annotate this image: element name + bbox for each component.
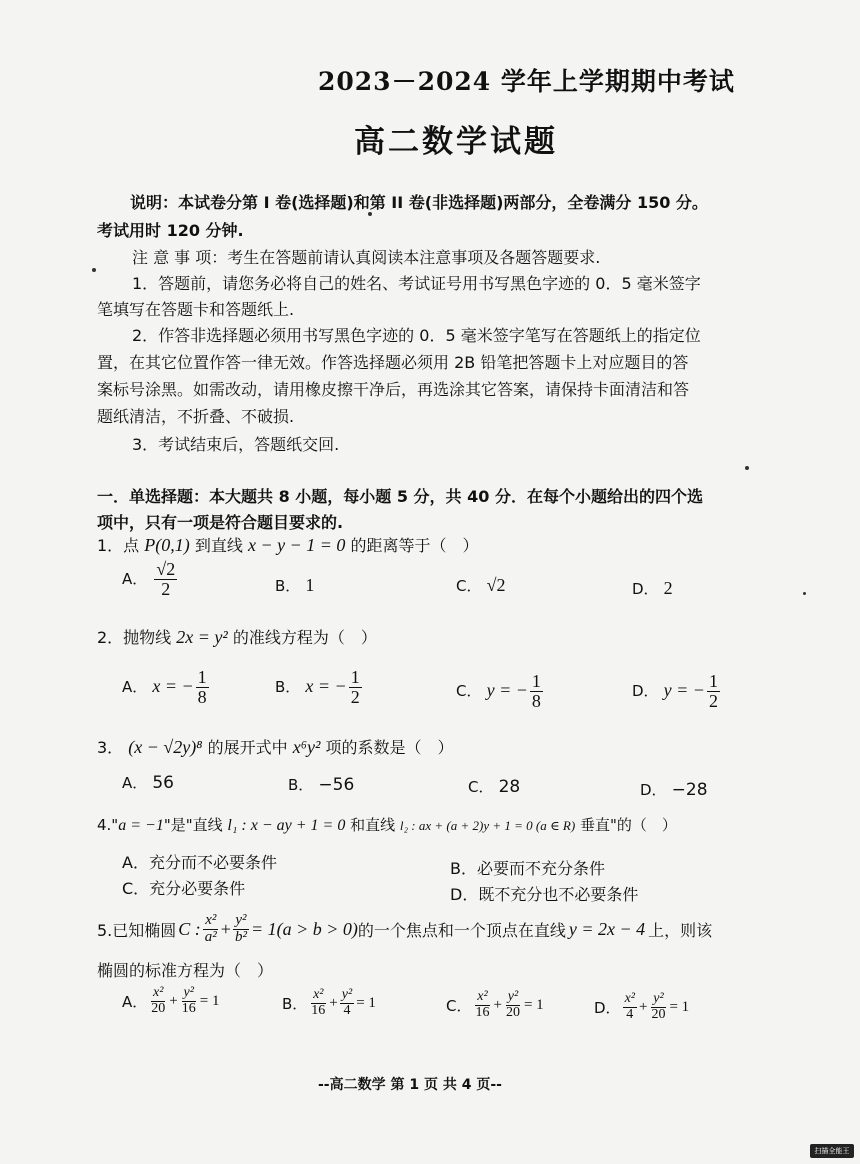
q3-d-label: D． <box>640 781 667 799</box>
q5-d-eq: = 1 <box>669 998 690 1015</box>
q5-c-symbol: C : <box>178 918 201 939</box>
notice-item2-a: 2．作答非选择题必须用书写黑色字迹的 0．5 毫米签字笔写在答题纸上的指定位 <box>132 326 701 345</box>
q2-d-label: D． <box>632 681 659 700</box>
q2-eq: 2x = y² <box>176 627 228 647</box>
q3-option-a <box>122 772 174 793</box>
q5-c-yn: y² <box>507 989 519 1004</box>
q3-num: 3． <box>97 738 124 757</box>
q3-a-value: 56 <box>152 773 174 793</box>
q4-option-a: A．充分而不必要条件 <box>122 853 277 872</box>
q2-a-label: A． <box>122 677 148 696</box>
q5-d-xd: 4 <box>626 1006 634 1022</box>
q3-option-d <box>640 779 708 800</box>
q1-c-label: C． <box>456 577 482 595</box>
q2-a-num: 1 <box>197 667 207 687</box>
q5-a-label: A． <box>122 992 148 1011</box>
q2-b-pre: x = − <box>305 675 347 696</box>
q5-num: 5.已知椭圆 <box>97 920 177 940</box>
q5-c-xd: 16 <box>475 1004 490 1020</box>
q5-y2: y² <box>235 912 247 928</box>
q2-b-num: 1 <box>350 667 360 687</box>
q5-tail: 上，则该 <box>648 920 713 940</box>
q3-option-b <box>288 774 354 795</box>
section1-line1: 一．单选择题：本大题共 8 小题，每小题 5 分，共 40 分．在每个小题给出的四个选 <box>97 487 703 506</box>
q5-a2: a² <box>204 928 217 945</box>
q1-num: 1．点 <box>97 536 140 555</box>
scan-speck <box>745 466 749 470</box>
q2-b-label: B． <box>275 677 301 696</box>
q4-l2: l₂ : ax + (a + 2)y + 1 = 0 (a ∈ R) <box>399 818 576 833</box>
q2-d-den: 2 <box>708 690 718 711</box>
q5-b-label: B． <box>282 994 308 1013</box>
q2-c-den: 8 <box>531 690 541 711</box>
exam-title: 2023－2024 学年上学期期中考试 <box>318 67 735 96</box>
q5-d-xn: x² <box>624 991 635 1006</box>
notice-line: 注 意 事 项：考生在答题前请认真阅读本注意事项及各题答题要求. <box>132 248 601 267</box>
q5-b-yd: 4 <box>343 1002 351 1018</box>
q5-x2: x² <box>205 912 217 928</box>
q5-line2: 椭圆的标准方程为（ ） <box>97 961 274 980</box>
q1-d-label: D． <box>632 580 659 598</box>
q5-b-eq: = 1 <box>356 994 376 1011</box>
notice-item2-b: 置，在其它位置作答一律无效。作答选择题必须用 2B 铅笔把答题卡上对应题目的答 <box>97 353 689 372</box>
q5-eq1: = 1(a > b > 0) <box>250 918 358 939</box>
q3-c-value: 28 <box>498 777 521 797</box>
q5-option-b: B． $\frac{\text{x²}}{16}$ + $\frac{\text{y²}}{4}$ = 1 <box>282 987 376 1018</box>
question-1 <box>97 533 479 556</box>
q2-a-pre: x = − <box>152 675 194 696</box>
q1-option-d <box>632 578 673 599</box>
q5-b-xd: 16 <box>311 1002 326 1018</box>
q5-c-yd: 20 <box>505 1004 520 1020</box>
q5-d-yd: 20 <box>651 1006 666 1022</box>
q5-b2: b² <box>234 928 247 945</box>
q3-c-label: C． <box>468 778 494 796</box>
notice-item1-b: 笔填写在答题卡和答题纸上. <box>97 300 295 319</box>
q2-d-pre: y = − <box>663 679 705 700</box>
exam-subtitle: 高二数学试题 <box>354 124 558 160</box>
q2-c-num: 1 <box>531 671 541 691</box>
q1-point: P(0,1) <box>144 535 190 555</box>
q3-d-value: −28 <box>671 780 708 800</box>
q2-option-a <box>122 668 211 707</box>
q4-tail: 垂直"的（ ） <box>579 816 677 834</box>
q5-line: y = 2x − 4 <box>568 918 646 939</box>
q5-d-yn: y² <box>653 991 664 1006</box>
q4-option-b: B．必要而不充分条件 <box>450 859 605 878</box>
q3-expr: (x − √2y)⁸ <box>128 737 203 757</box>
notice-item3: 3．考试结束后，答题纸交回. <box>132 435 340 454</box>
section1-line2: 项中，只有一项是符合题目要求的. <box>97 513 344 532</box>
q5-b-yn: y² <box>341 987 353 1002</box>
q3-option-c <box>468 776 520 797</box>
q1-b-label: B． <box>275 577 301 595</box>
q5-a-yn: y² <box>183 985 194 1000</box>
q5-a-eq: = 1 <box>199 992 220 1009</box>
notice-item2-d: 题纸清洁，不折叠、不破损. <box>97 407 295 426</box>
q4-l1: l₁ : x − ay + 1 = 0 <box>227 817 346 834</box>
q5-option-c: C． $\frac{\text{x²}}{16}$ + $\frac{\text{y²}}{20}$ = 1 <box>446 989 544 1020</box>
q1-line-eq: x − y − 1 = 0 <box>247 535 346 555</box>
q2-option-b <box>275 668 364 707</box>
q5-b-xn: x² <box>313 987 324 1002</box>
q1-a-label: A． <box>122 569 148 588</box>
q4-mid2: 和直线 <box>350 816 396 834</box>
question-3 <box>97 735 453 758</box>
q2-d-num: 1 <box>708 671 718 691</box>
q1-mid: 到直线 <box>194 536 243 555</box>
q3-tail: 项的系数是（ ） <box>325 738 454 757</box>
q3-mid: 的展开式中 <box>207 738 288 757</box>
q1-option-b <box>275 575 314 596</box>
q1-option-c <box>456 575 505 596</box>
notice-item2-c: 案标号涂黑。如需改动，请用橡皮擦干净后，再选涂其它答案，请保持卡面清洁和答 <box>97 380 690 399</box>
q5-mid: 的一个焦点和一个顶点在直线 <box>357 920 566 940</box>
q2-b-den: 2 <box>350 686 360 707</box>
q5-c-label: C． <box>446 996 472 1015</box>
scan-speck <box>92 268 96 272</box>
q3-b-value: −56 <box>318 775 355 795</box>
q2-c-label: C． <box>456 681 482 700</box>
q2-option-c <box>456 672 545 711</box>
notice-item1-a: 1．答题前，请您务必将自己的姓名、考试证号用书写黑色字迹的 0．5 毫米签字 <box>132 274 701 293</box>
q1-d-value: 2 <box>663 578 673 598</box>
q4-prefix: 4." <box>97 816 119 834</box>
q5-option-d: D． $\frac{\text{x²}}{4}$ + $\frac{\text{y²}}{20}$ = 1 <box>594 991 690 1022</box>
question-5: 5.已知椭圆 C : $\frac{\text{x²}}{\text{a²}}$ + $\frac{\text{y²}}{\text{b²}}$ = 1(a > b > 0) 的一个焦点和一个顶点在直线 y = 2x − 4 上，则该 <box>97 912 713 945</box>
q4-cond: a = −1 <box>118 817 164 834</box>
q4-option-d: D．既不充分也不必要条件 <box>450 885 639 904</box>
q4-option-c: C．充分必要条件 <box>122 879 246 898</box>
q5-a-xd: 20 <box>151 1000 166 1016</box>
q5-a-yd: 16 <box>181 1000 196 1016</box>
q2-option-d <box>632 672 722 711</box>
q1-a-num: √2 <box>156 559 176 579</box>
q2-a-den: 8 <box>197 686 207 707</box>
q1-a-den: 2 <box>161 578 171 599</box>
scan-speck <box>803 592 806 595</box>
scanner-watermark: 扫描全能王 <box>810 1144 854 1158</box>
q5-option-a: A． $\frac{\text{x²}}{20}$ + $\frac{\text{y²}}{16}$ = 1 <box>122 985 220 1016</box>
q1-tail: 的距离等于（ ） <box>350 536 479 555</box>
q3-b-label: B． <box>288 776 314 794</box>
q1-c-value: √2 <box>486 575 506 595</box>
q1-option-a <box>122 560 179 599</box>
question-4 <box>97 814 677 835</box>
scan-speck <box>368 212 372 216</box>
q5-d-label: D． <box>594 998 621 1017</box>
q4-mid1: "是"直线 <box>163 816 223 834</box>
page-footer: --高二数学 第 1 页 共 4 页-- <box>318 1077 502 1093</box>
q5-c-xn: x² <box>477 989 488 1004</box>
q2-c-pre: y = − <box>486 679 528 700</box>
instructions-line1: 说明：本试卷分第 I 卷(选择题)和第 II 卷(非选择题)两部分，全卷满分 150 分。 <box>130 193 708 212</box>
instructions-line2: 考试用时 120 分钟. <box>97 221 244 240</box>
q3-a-label: A． <box>122 774 148 792</box>
q3-term: x⁶y² <box>292 737 321 757</box>
q5-c-eq: = 1 <box>523 996 544 1013</box>
q2-tail: 的准线方程为（ ） <box>232 628 377 647</box>
q2-num: 2．抛物线 <box>97 628 172 647</box>
q1-b-value: 1 <box>305 575 315 595</box>
question-2 <box>97 625 377 648</box>
q5-a-xn: x² <box>153 985 164 1000</box>
